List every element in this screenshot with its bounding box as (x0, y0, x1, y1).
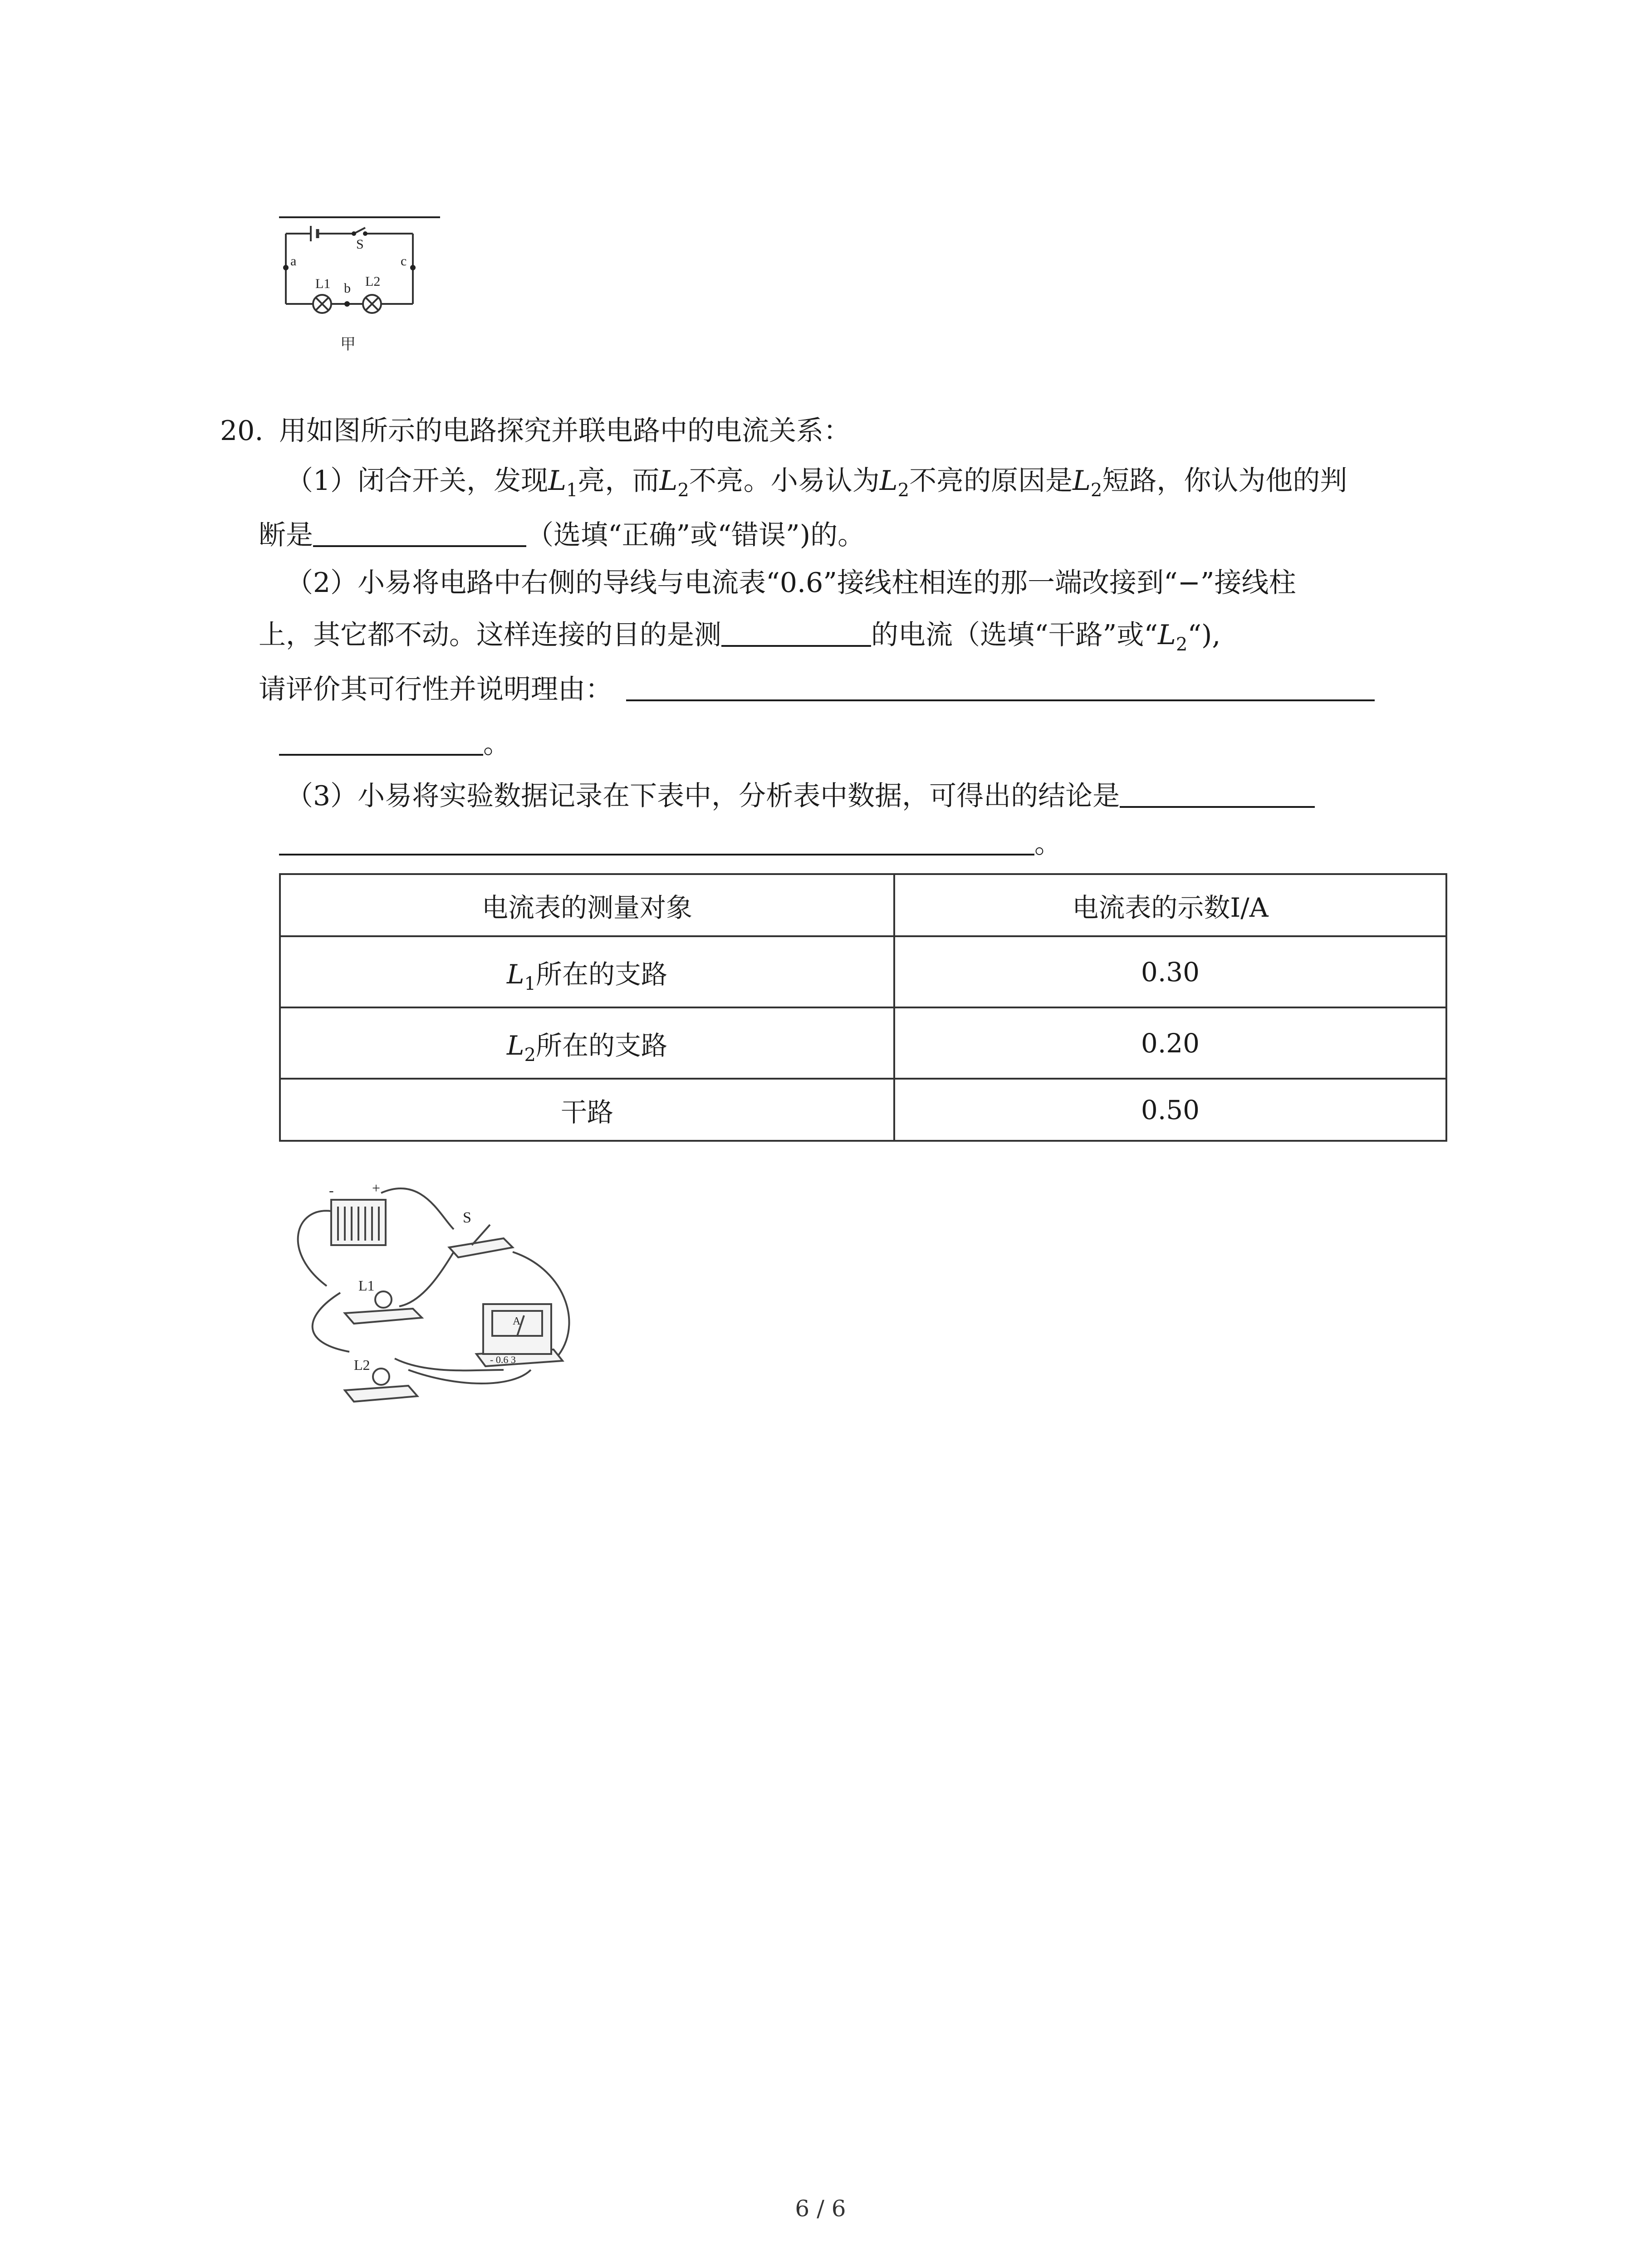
table-header-row (280, 874, 1446, 936)
switch-label-s: S (356, 237, 364, 252)
part3-line1: （3）小易将实验数据记录在下表中，分析表中数据，可得出的结论是 (286, 778, 1315, 814)
table-row: $L_1$所在的支路 0.30 (280, 936, 1446, 1007)
table-row: 干路 0.50 (280, 1079, 1446, 1141)
part2-line4: 。 (279, 726, 510, 762)
switch-label: S (463, 1209, 471, 1226)
table-row: $L_2$所在的支路 0.20 (280, 1007, 1446, 1079)
bulb-label-l1: L1 (315, 276, 331, 291)
bulb1-label: L1 (358, 1277, 375, 1294)
battery-minus-label: - (329, 1182, 334, 1198)
figure-label-jia: 甲 (340, 336, 356, 353)
table-header-object: 电流表的测量对象 (280, 874, 894, 936)
question-stem: 用如图所示的电路探究并联电路中的电流关系： (279, 415, 851, 447)
part2-line1: （2）小易将电路中右侧的导线与电流表“0.6”接线柱相连的那一端改接到“−”接线柱 (286, 567, 1296, 599)
part1-line2: 断是 （选填“正确”或“错误”)的。 (259, 517, 865, 553)
answer-blank-3-cont[interactable] (279, 727, 483, 756)
table-header-value: 电流表的示数I/A (894, 874, 1446, 936)
part2-line3: 请评价其可行性并说明理由： (259, 671, 1375, 708)
data-table (279, 873, 1447, 1142)
ammeter-terminals: - 0.6 3 (490, 1354, 516, 1365)
node-label-a: a (290, 254, 297, 269)
page-number: 6 / 6 (795, 2195, 846, 2222)
ammeter-label: A (513, 1315, 521, 1327)
physical-circuit-figure (277, 1179, 594, 1433)
part3-line2: 。 (279, 826, 1062, 862)
part1-line1: （1）闭合开关，发现$L_1$亮，而$L_2$不亮。小易认为$L_2$不亮的原因是$L_2$短路，你认为他的判 (286, 465, 1347, 501)
battery-plus-label: + (372, 1180, 381, 1196)
node-label-b: b (344, 281, 351, 296)
answer-blank-1[interactable] (313, 518, 526, 547)
answer-blank-4[interactable] (1120, 779, 1315, 808)
bulb2-label: L2 (354, 1357, 370, 1373)
node-label-c: c (401, 254, 407, 269)
answer-blank-3[interactable] (626, 672, 1375, 701)
answer-blank-2[interactable] (721, 618, 871, 647)
answer-blank-4-cont[interactable] (279, 826, 1034, 855)
question-number: 20. (220, 415, 264, 447)
circuit-diagram-jia (272, 218, 426, 367)
bulb-label-l2: L2 (365, 274, 381, 289)
part2-line2: 上，其它都不动。这样连接的目的是测 的电流（选填“干路”或“$L_2“$), (259, 617, 1220, 653)
